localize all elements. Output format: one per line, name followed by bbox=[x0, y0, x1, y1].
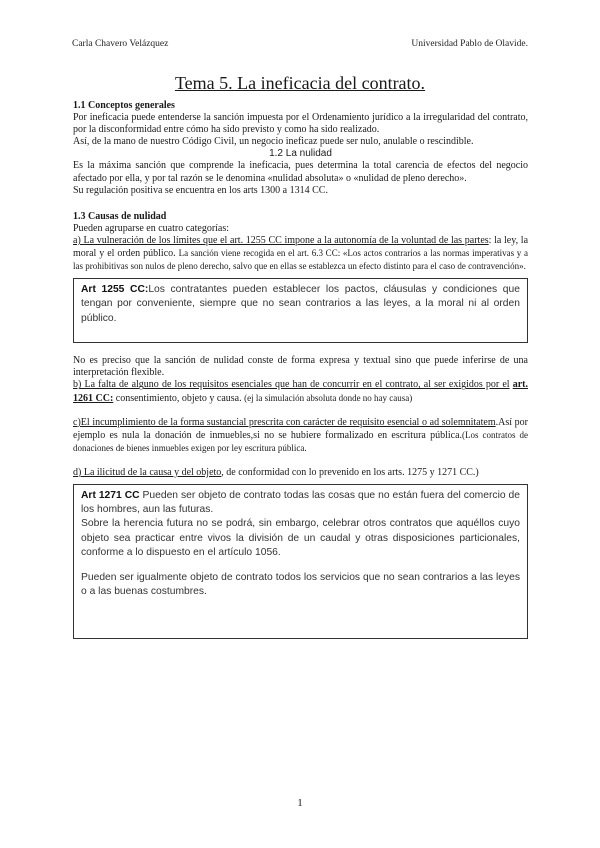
causa-b-note: (ej la simulación absoluta donde no hay causa) bbox=[244, 392, 413, 403]
article-1255-label: Art 1255 CC: bbox=[81, 284, 149, 296]
causa-b-text: consentimiento, objeto y causa. bbox=[113, 392, 245, 404]
article-1271-text-2: Sobre la herencia futura no se podrá, sin embargo, celebrar otros contratos que aquéllos cuyo objeto sea practicar entre vivos la división de un caudal y otras disposiciones particionales, conforme a lo dispuesto en el artículo 1056. bbox=[81, 518, 520, 558]
article-box-1271 bbox=[73, 484, 528, 639]
paragraph-tipos: Así, de la mano de nuestro Código Civil, un negocio ineficaz puede ser nulo, anulable o rescindible. bbox=[73, 136, 474, 148]
paragraph-nulidad: Es la máxima sanción que comprende la ineficacia, pues determina la total carencia de efectos del negocio afectado por ella, y por tal razón se le denomina «nulidad absoluta» o «nulidad de pleno derecho». bbox=[73, 160, 528, 184]
paragraph-interpretacion: No es preciso que la sanción de nulidad conste de forma expresa y textual sino que puede inferirse de una interpretación flexible. bbox=[73, 355, 528, 379]
causa-b-title: b) La falta de alguno de los requisitos esenciales que han de concurrir en el contrato, al ser exigidos por el bbox=[73, 379, 510, 391]
section-heading-causas: 1.3 Causas de nulidad bbox=[73, 210, 167, 222]
causa-a-title: a) La vulneración de los límites que el art. 1255 CC impone a la autonomía de la voluntad de las partes bbox=[73, 234, 489, 246]
article-1271-text-1: Pueden ser objeto de contrato todas las cosas que no están fuera del comercio de los hombres, aun las futuras. bbox=[81, 489, 520, 516]
article-1271-label: Art 1271 CC bbox=[81, 489, 140, 501]
causa-c-text: .Así por ejemplo es nula la donación de inmuebles,si no se hubiere formalizado en escritura pública. bbox=[73, 416, 528, 441]
causa-a-text: : la ley, la moral y el orden público. bbox=[73, 234, 529, 260]
article-1255-text: Los contratantes pueden establecer los pactos, cláusulas y condiciones que tengan por conveniente, siempre que no sean contrarios a las leyes, a la moral ni al orden público. bbox=[81, 284, 520, 324]
paragraph-causa-d bbox=[73, 467, 528, 479]
article-1271-text-3: Pueden ser igualmente objeto de contrato todos los servicios que no sean contrarios a las leyes o a las buenas costumbres. bbox=[81, 571, 520, 598]
causa-c-title: c)El incumplimiento de la forma sustancial prescrita con carácter de requisito esencial o ad solemnitatem bbox=[73, 416, 496, 428]
article-box-1255 bbox=[73, 278, 528, 343]
section-heading-nulidad: 1.2 La nulidad bbox=[269, 148, 332, 160]
header-author: Carla Chavero Velázquez bbox=[72, 39, 169, 49]
document-body bbox=[73, 100, 528, 639]
page-title: Tema 5. La ineficacia del contrato. bbox=[174, 73, 426, 93]
page-number: 1 bbox=[297, 797, 303, 809]
paragraph-causa-c bbox=[73, 417, 528, 455]
causa-d-text: , de conformidad con lo prevenido en los arts. 1275 y 1271 CC.) bbox=[221, 466, 479, 478]
causa-b-article: art. 1261 CC: bbox=[73, 379, 529, 404]
header-university: Universidad Pablo de Olavide. bbox=[411, 39, 528, 49]
section-heading-conceptos: 1.1 Conceptos generales bbox=[73, 100, 175, 111]
paragraph-regulacion: Su regulación positiva se encuentra en los arts 1300 a 1314 CC. bbox=[73, 184, 328, 196]
causa-d-title: d) La ilicitud de la causa y del objeto bbox=[73, 466, 222, 478]
paragraph-causa-a bbox=[73, 235, 528, 273]
paragraph-categorias: Pueden agruparse en cuatro categorías: bbox=[73, 222, 230, 234]
paragraph-causa-b bbox=[73, 379, 528, 404]
paragraph-ineficacia: Por ineficacia puede entenderse la sanción impuesta por el Ordenamiento jurídico a la irregularidad del contrato, por la disconformidad entre cómo ha sido previsto y como ha sido realizado. bbox=[73, 112, 528, 136]
causa-c-note: (Los contratos de donaciones de bienes inmuebles exigen por ley escritura pública. bbox=[73, 429, 528, 453]
causa-a-note: La sanción viene recogida en el art. 6.3 CC: «Los actos contrarios a las normas imperativas y a las prohibitivas son nulos de pleno derecho, salvo que en ellas se establezca un efecto distinto para el caso de contravención». bbox=[73, 248, 528, 272]
